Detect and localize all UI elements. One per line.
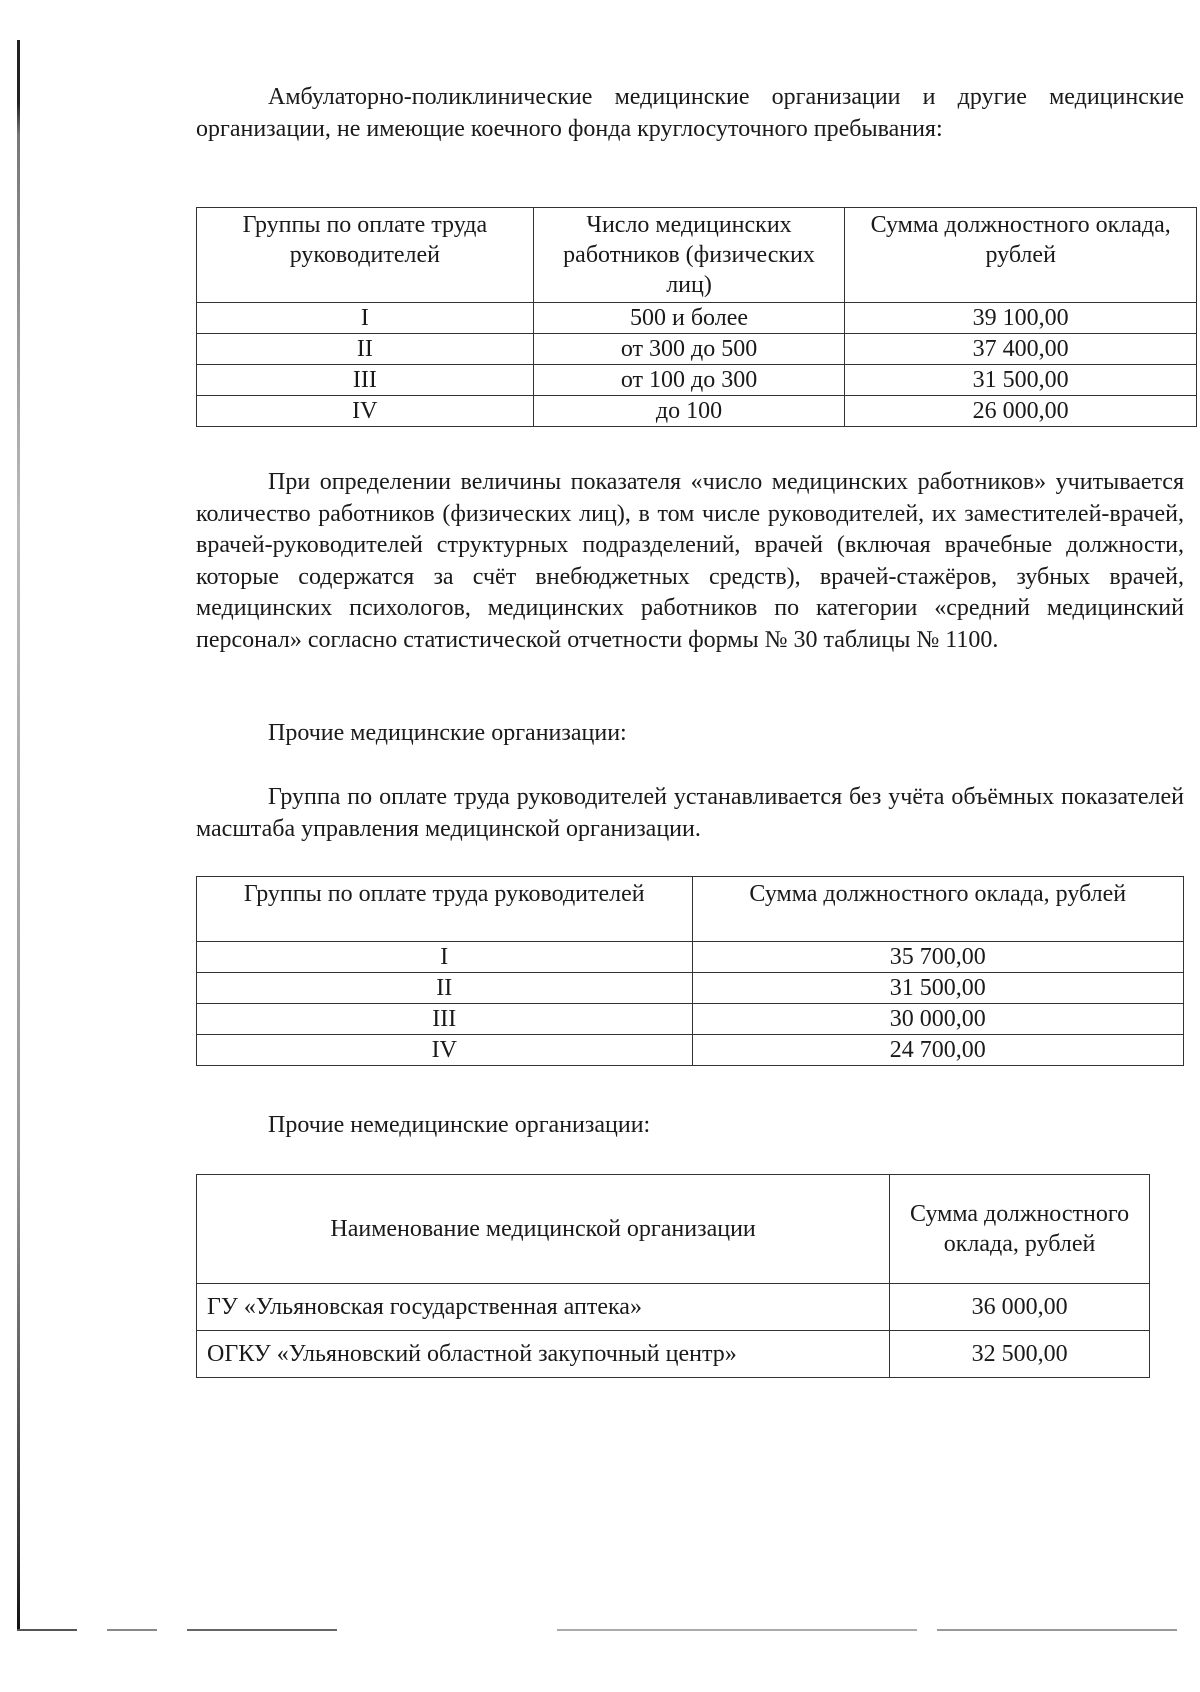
note-paragraph: При определении величины показателя «число медицинских работников» учитывается количество работников (физических лиц), в том числе руководителей, их заместителей-врачей, врачей-руководителей структурных подразделений, врачей (включая врачебные должности, которые содержатся за счёт внебюджетных средств), врачей-стажёров, зубных врачей, медицинских психологов, медицинских работников по категории «средний медицинский персонал» согласно статистической отчетности формы № 30 таблицы № 1100.: [196, 469, 1184, 653]
header-staff-count: Число медицинских работников (физических лиц): [533, 208, 845, 303]
cell-group: II: [197, 334, 534, 365]
table-row: [197, 303, 1197, 334]
cell-group: II: [197, 973, 693, 1004]
cell-staff-count: до 100: [533, 396, 845, 427]
header-salary: Сумма должностного оклада, рублей: [845, 208, 1197, 303]
cell-salary: 39 100,00: [845, 303, 1197, 334]
table-row: [197, 942, 1184, 973]
cell-salary: 32 500,00: [890, 1331, 1150, 1378]
header-organization: Наименование медицинской организации: [197, 1175, 890, 1284]
cell-salary: 31 500,00: [692, 973, 1184, 1004]
table-non-medical-salaries: [196, 1174, 1150, 1378]
cell-salary: 24 700,00: [692, 1035, 1184, 1066]
cell-salary: 36 000,00: [890, 1284, 1150, 1331]
cell-group: III: [197, 1004, 693, 1035]
cell-group: IV: [197, 396, 534, 427]
table-row: [197, 973, 1184, 1004]
cell-group: I: [197, 303, 534, 334]
intro-paragraph: Амбулаторно-поликлинические медицинские организации и другие медицинские организации, не имеющие коечного фонда круглосуточного пребывания:: [196, 84, 1184, 142]
table-row: [197, 1035, 1184, 1066]
table-header-row: [197, 877, 1184, 942]
non-medical-heading: Прочие немедицинские организации:: [268, 1112, 651, 1138]
cell-group: III: [197, 365, 534, 396]
cell-salary: 26 000,00: [845, 396, 1197, 427]
other-medical-paragraph: Группа по оплате труда руководителей устанавливается без учёта объёмных показателей масштаба управления медицинской организации.: [196, 784, 1184, 842]
cell-organization: ОГКУ «Ульяновский областной закупочный центр»: [197, 1331, 890, 1378]
table-row: [197, 334, 1197, 365]
header-salary: Сумма должностного оклада, рублей: [890, 1175, 1150, 1284]
table-header-row: [197, 1175, 1150, 1284]
cell-salary: 31 500,00: [845, 365, 1197, 396]
cell-staff-count: 500 и более: [533, 303, 845, 334]
table-row: [197, 396, 1197, 427]
header-salary: Сумма должностного оклада, рублей: [692, 877, 1184, 942]
cell-salary: 30 000,00: [692, 1004, 1184, 1035]
cell-salary: 35 700,00: [692, 942, 1184, 973]
cell-salary: 37 400,00: [845, 334, 1197, 365]
table-ambulatory-salaries: [196, 207, 1197, 427]
cell-group: IV: [197, 1035, 693, 1066]
cell-group: I: [197, 942, 693, 973]
table-other-medical-salaries: [196, 876, 1184, 1066]
table-row: [197, 1004, 1184, 1035]
scan-edge-left: [17, 40, 20, 1630]
other-medical-heading: Прочие медицинские организации:: [268, 720, 627, 746]
table-row: [197, 1284, 1150, 1331]
cell-staff-count: от 300 до 500: [533, 334, 845, 365]
scan-edge-bottom: [17, 1629, 1177, 1631]
header-group: Группы по оплате труда руководителей: [197, 208, 534, 303]
table-row: [197, 365, 1197, 396]
header-group: Группы по оплате труда руководителей: [197, 877, 693, 942]
table-row: [197, 1331, 1150, 1378]
cell-organization: ГУ «Ульяновская государственная аптека»: [197, 1284, 890, 1331]
cell-staff-count: от 100 до 300: [533, 365, 845, 396]
table-header-row: [197, 208, 1197, 303]
